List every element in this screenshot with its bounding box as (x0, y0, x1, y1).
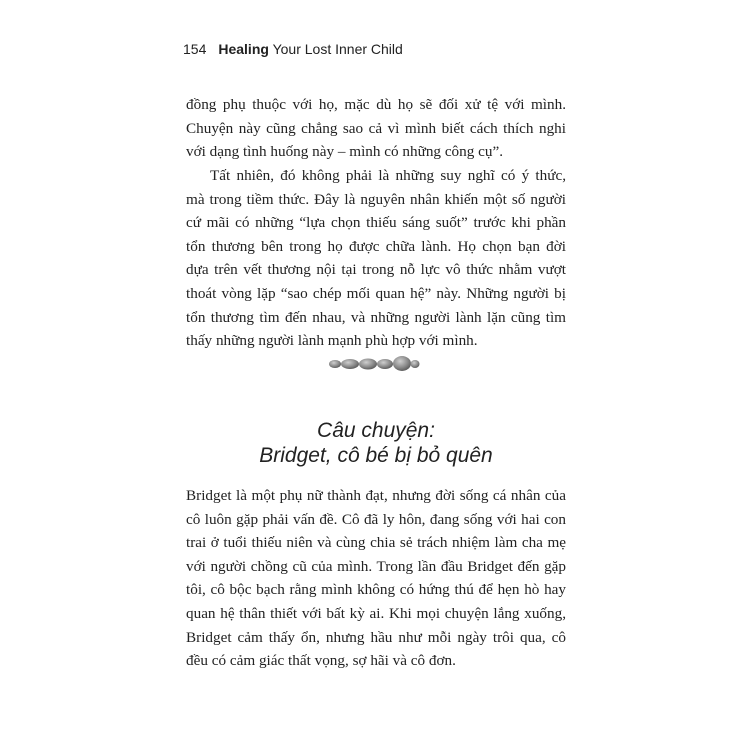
heading-line-1: Câu chuyện: (317, 419, 435, 442)
book-title-rest: Your Lost Inner Child (268, 41, 403, 57)
book-title-bold: Healing (218, 41, 269, 57)
paragraph-3 (186, 484, 566, 673)
paragraph-line: quan hệ thân thiết với bất kỳ ai. Khi mọi chuyện lắng xuống, (186, 604, 566, 622)
paragraph-line: dựa trên vết thương nội tại trong nỗ lực vô thức nhằm vượt (186, 261, 566, 279)
paragraph-line: đồng phụ thuộc với họ, mặc dù họ sẽ đối xử tệ với mình. (186, 96, 566, 113)
stone-divider-icon (328, 354, 420, 374)
paragraph-line: tổn thương bên trong họ được chữa lành. Họ chọn bạn đời (186, 237, 566, 255)
paragraph-line: cô luôn gặp phải vấn đề. Cô đã ly hôn, đang sống với hai con (186, 510, 566, 528)
paragraph-line: Bridget cảm thấy ổn, nhưng hầu như mỗi ngày trôi qua, cô (186, 628, 566, 646)
paragraph-line: mà trong tiềm thức. Đây là nguyên nhân khiến một số người (186, 190, 566, 208)
paragraph-line: trai ở tuổi thiếu niên và cùng chia sẻ trách nhiệm làm cha mẹ (186, 534, 566, 552)
paragraph-line: Chuyện này cũng chẳng sao cả vì mình biết cách thích nghi (186, 119, 566, 137)
paragraph-line: với dạng tình huống này – mình có những công cụ”. (186, 143, 504, 161)
paragraph-line: với người chồng cũ của mình. Trong lần đầu Bridget đến gặp (186, 557, 566, 575)
section-heading (186, 418, 566, 468)
paragraph-line: Tất nhiên, đó không phải là những suy nghĩ có ý thức, (210, 167, 566, 184)
paragraph-line: đều có cảm giác thất vọng, sợ hãi và cô đơn. (186, 652, 456, 670)
paragraph-line: Bridget là một phụ nữ thành đạt, nhưng đời sống cá nhân của (186, 487, 566, 504)
paragraph-2 (186, 164, 566, 353)
heading-line-2: Bridget, cô bé bị bỏ quên (259, 444, 493, 467)
paragraph-line: thoát vòng lặp “sao chép mối quan hệ” này. Những người bị (186, 284, 566, 302)
paragraph-1 (186, 93, 566, 164)
paragraph-line: cứ mãi có những “lựa chọn thiếu sáng suốt” trước khi phần (186, 214, 566, 232)
paragraph-line: tổn thương tìm đến nhau, và những người lành lặn cũng tìm (186, 308, 566, 326)
paragraph-line: thấy những người lành mạnh phù hợp với mình. (186, 332, 478, 350)
running-header (183, 41, 403, 57)
paragraph-line: tôi, cô bộc bạch rằng mình không có hứng thú để hẹn hò hay (186, 581, 566, 599)
page-number: 154 (183, 41, 207, 57)
